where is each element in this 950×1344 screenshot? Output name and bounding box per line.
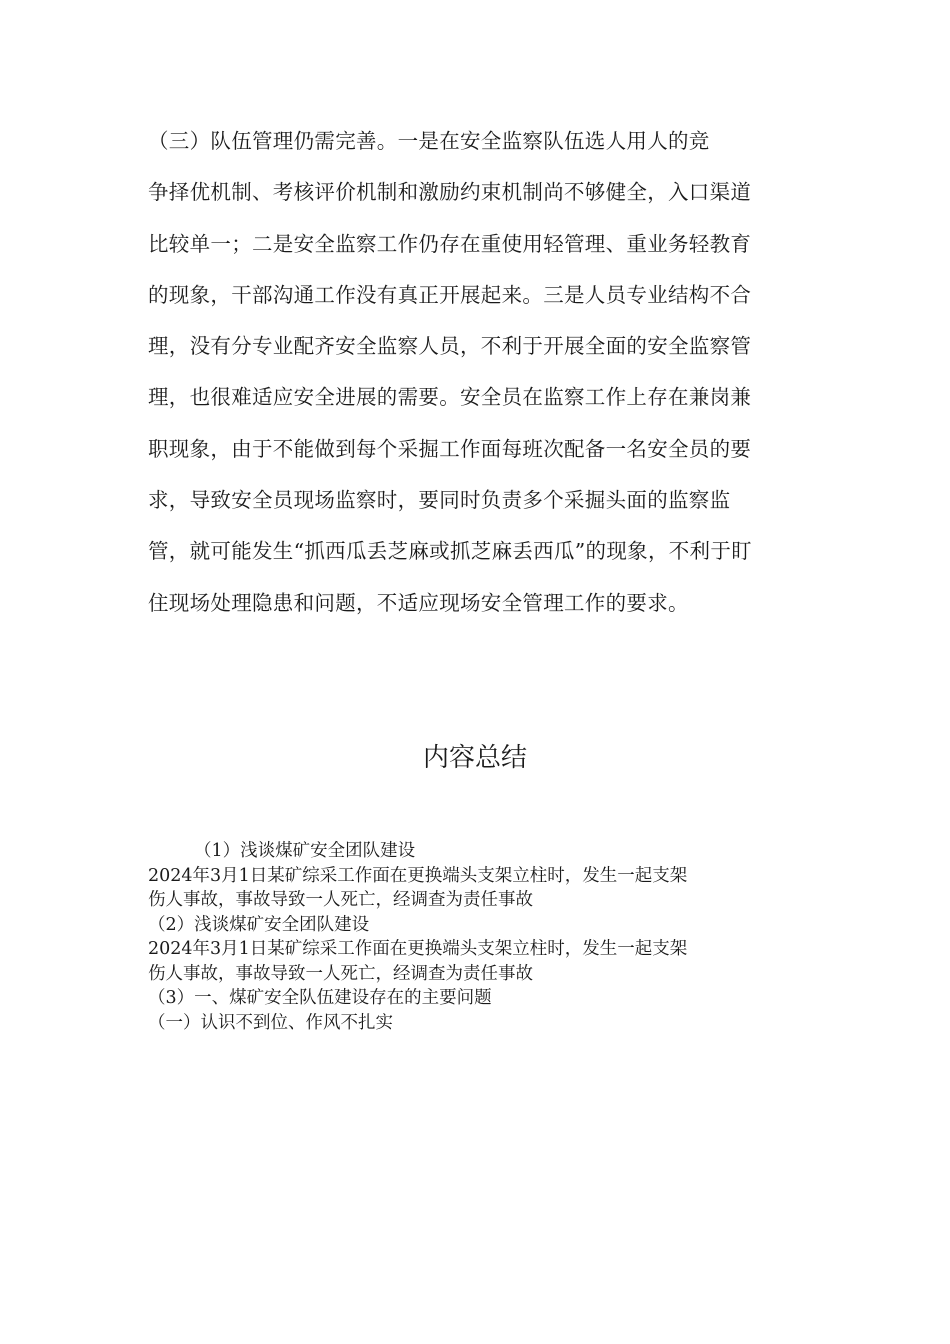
paragraph-line: 理，也很难适应安全进展的需要。安全员在监察工作上存在兼岗兼 [148,385,752,410]
summary-item: （3）一、煤矿安全队伍建设存在的主要问题 [148,988,492,1008]
summary-item: 2024年3月1日某矿综采工作面在更换端头支架立柱时，发生一起支架 [148,865,688,886]
paragraph-line: 职现象，由于不能做到每个采掘工作面每班次配备一名安全员的要 [148,436,752,461]
paragraph-line: 比较单一；二是安全监察工作仍存在重使用轻管理、重业务轻教育 [148,231,752,256]
summary-list [148,839,808,1035]
paragraph-line: 争择优机制、考核评价机制和激励约束机制尚不够健全，入口渠道 [148,180,752,205]
paragraph-line: 理，没有分专业配齐安全监察人员，不利于开展全面的安全监察管 [148,334,752,359]
paragraph-line: 住现场处理隐患和问题，不适应现场安全管理工作的要求。 [148,590,689,615]
paragraph-line: 管，就可能发生“抓西瓜丢芝麻或抓芝麻丢西瓜”的现象，不利于盯 [148,539,752,564]
paragraph-line: 的现象，干部沟通工作没有真正开展起来。三是人员专业结构不合 [148,282,752,307]
paragraph-line: 求，导致安全员现场监察时，要同时负责多个采掘头面的监察监 [148,488,731,513]
summary-item: （2）浅谈煤矿安全团队建设 [148,914,370,935]
summary-item: 伤人事故，事故导致一人死亡，经调查为责任事故 [148,890,533,910]
summary-item: 伤人事故，事故导致一人死亡，经调查为责任事故 [148,963,533,984]
summary-item: 2024年3月1日某矿综采工作面在更换端头支架立柱时，发生一起支架 [148,939,688,959]
paragraph-line: （三）队伍管理仍需完善。一是在安全监察队伍选人用人的竞 [148,129,710,153]
summary-item: （1）浅谈煤矿安全团队建设 [194,841,416,861]
body-paragraph [148,116,800,629]
summary-title: 内容总结 [422,743,527,773]
summary-item: （一）认识不到位、作风不扎实 [148,1012,393,1033]
